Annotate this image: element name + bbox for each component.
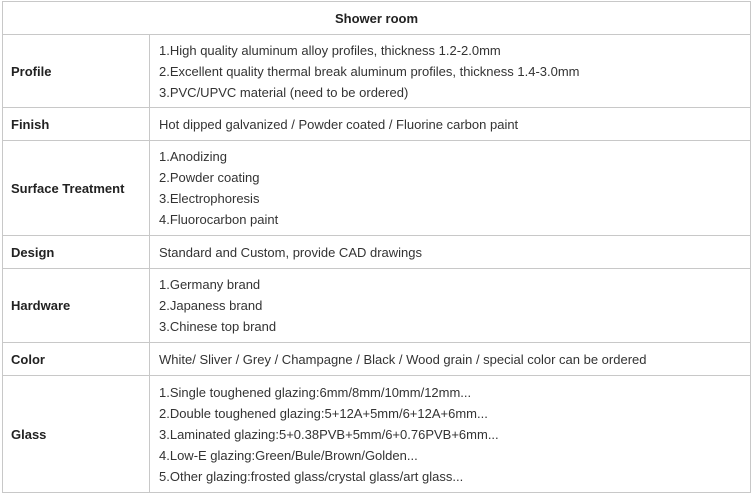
row-value-finish: [150, 108, 751, 141]
value-line: 4.Fluorocarbon paint: [159, 212, 279, 227]
row-label-design: Design: [3, 236, 150, 269]
value-line: 1.Single toughened glazing:6mm/8mm/10mm/12mm...: [159, 384, 472, 400]
table-row-glass: [3, 376, 751, 493]
value-line: 2.Powder coating: [159, 170, 260, 185]
row-label-surface-treatment: Surface Treatment: [3, 141, 150, 236]
value-line: 1.Anodizing: [159, 149, 227, 164]
row-label-hardware: Hardware: [3, 269, 150, 343]
row-label-profile: Profile: [3, 35, 150, 108]
row-value-glass: [150, 376, 751, 493]
value-line: 2.Double toughened glazing:5+12A+5mm/6+12A+6mm...: [159, 405, 488, 421]
table-row-surface-treatment: [3, 141, 751, 236]
row-label-color: Color: [3, 343, 150, 376]
spec-table: [2, 1, 751, 493]
value-line: White/ Sliver / Grey / Champagne / Black / Wood grain / special color can be ordered: [159, 351, 647, 367]
table-row-design: [3, 236, 751, 269]
value-line: 5.Other glazing:frosted glass/crystal glass/art glass...: [159, 468, 464, 484]
row-label-finish: Finish: [3, 108, 150, 141]
value-line: 1.High quality aluminum alloy profiles, thickness 1.2-2.0mm: [159, 42, 501, 58]
row-value-design: [150, 236, 751, 269]
value-line: Hot dipped galvanized / Powder coated / Fluorine carbon paint: [159, 116, 519, 132]
value-line: 4.Low-E glazing:Green/Bule/Brown/Golden...: [159, 447, 418, 463]
table-row-profile: [3, 35, 751, 108]
row-value-surface-treatment: [150, 141, 751, 236]
value-line: 3.PVC/UPVC material (need to be ordered): [159, 84, 409, 100]
row-value-profile: [150, 35, 751, 108]
title-row: [3, 2, 751, 35]
value-line: 3.Laminated glazing:5+0.38PVB+5mm/6+0.76PVB+6mm...: [159, 426, 499, 442]
table-title: Shower room: [3, 2, 751, 35]
value-line: Standard and Custom, provide CAD drawings: [159, 244, 423, 260]
row-value-color: [150, 343, 751, 376]
table-row-color: [3, 343, 751, 376]
value-line: 3.Chinese top brand: [159, 319, 277, 334]
value-line: 3.Electrophoresis: [159, 191, 260, 206]
value-line: 2.Excellent quality thermal break aluminum profiles, thickness 1.4-3.0mm: [159, 63, 580, 79]
table-row-finish: [3, 108, 751, 141]
table-row-hardware: [3, 269, 751, 343]
row-value-hardware: [150, 269, 751, 343]
row-label-glass: Glass: [3, 376, 150, 493]
value-line: 2.Japaness brand: [159, 298, 263, 313]
value-line: 1.Germany brand: [159, 277, 261, 292]
